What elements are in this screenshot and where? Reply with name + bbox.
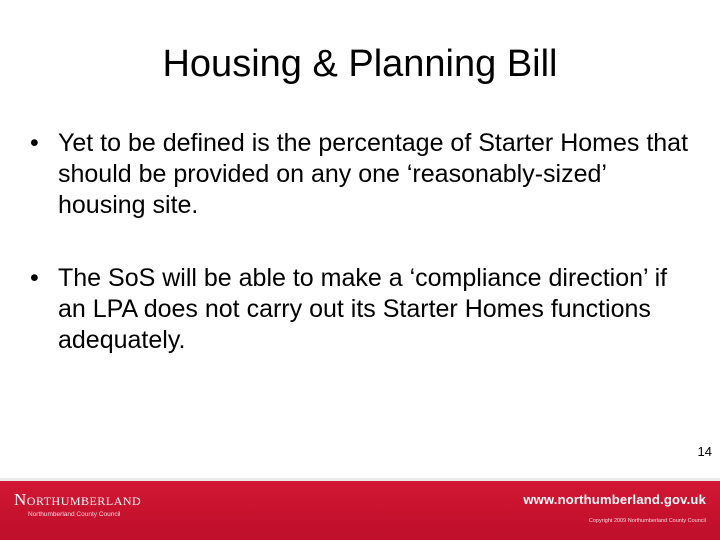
website-url: www.northumberland.gov.uk xyxy=(523,492,706,507)
logo-subtitle: Northumberland County Council xyxy=(28,511,121,518)
bullet-text: The SoS will be able to make a ‘compliance direction’ if an LPA does not carry out its Starter Homes functions adequately. xyxy=(58,264,668,354)
bullet-item xyxy=(30,263,700,356)
bullet-item xyxy=(30,128,700,221)
council-logo xyxy=(14,490,141,519)
website-block xyxy=(523,491,706,526)
bullet-dot-icon: • xyxy=(30,264,39,292)
copyright-text: Copyright 2009 Northumberland County Council xyxy=(588,518,706,524)
slide-title: Housing & Planning Bill xyxy=(162,43,558,85)
slide-number: 14 xyxy=(697,444,712,459)
logo-name: Northumberland xyxy=(14,490,142,509)
bullet-dot-icon: • xyxy=(30,129,39,157)
bullet-list xyxy=(30,128,700,398)
footer-bar xyxy=(0,481,720,540)
bullet-text: Yet to be defined is the percentage of Starter Homes that should be provided on any one ‘reasonably-sized’ housing site. xyxy=(58,129,689,219)
